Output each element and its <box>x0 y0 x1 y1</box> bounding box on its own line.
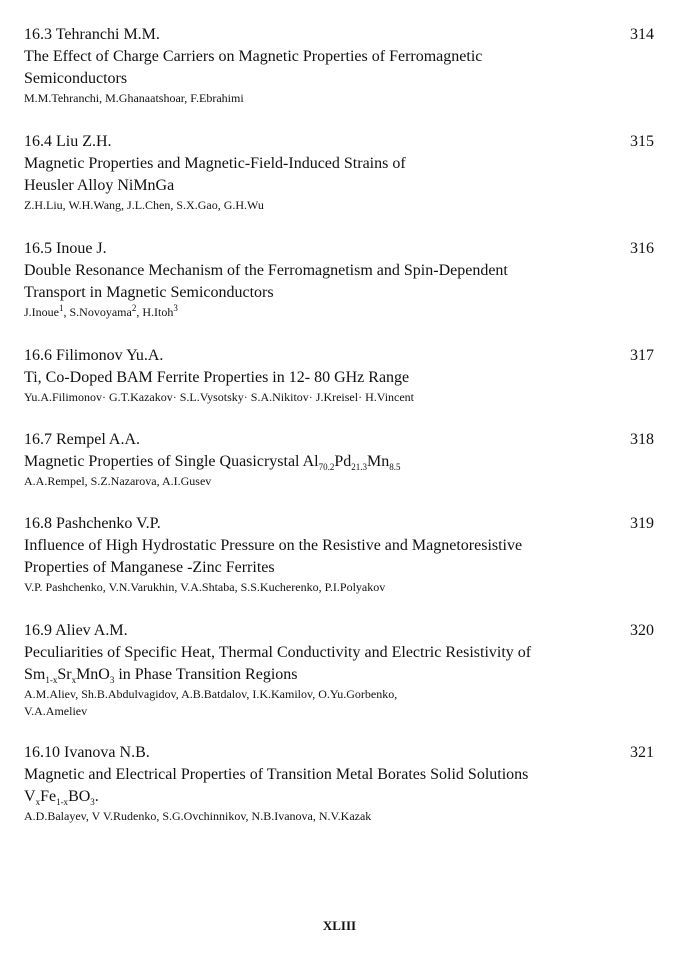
entry-heading-row <box>24 429 654 451</box>
entry-title-line: Magnetic Properties and Magnetic-Field-Induced Strains of <box>24 155 406 172</box>
entry-heading: 16.7 Rempel A.A. <box>24 431 140 448</box>
toc-entry-16-7 <box>24 429 654 490</box>
affiliation-mark: 2 <box>131 303 137 313</box>
subscript: 1-x <box>56 797 69 808</box>
affiliation-mark: 3 <box>173 303 178 313</box>
toc-entry-16-3 <box>24 24 654 107</box>
entry-heading: 16.9 Aliev A.M. <box>24 622 128 639</box>
author-name: , H.Itoh <box>136 305 174 319</box>
entry-title-line: Transport in Magnetic Semiconductors <box>24 284 274 301</box>
author-name: , S.Novoyama <box>63 305 132 319</box>
title-text: in Phase Transition Regions <box>114 666 298 683</box>
page-footer-number: XLIII <box>322 918 357 933</box>
entry-title-line: Magnetic and Electrical Properties of Transition Metal Borates Solid Solutions <box>24 766 529 783</box>
entry-page-number: 317 <box>630 347 654 364</box>
subscript: 3 <box>109 675 115 686</box>
title-text: . <box>94 788 99 805</box>
entry-title-line: Double Resonance Mechanism of the Ferromagnetism and Spin-Dependent <box>24 262 508 279</box>
entry-heading-row <box>24 238 654 260</box>
entry-heading-row <box>24 24 654 46</box>
entry-title-line: Influence of High Hydrostatic Pressure on the Resistive and Magnetoresistive <box>24 537 523 554</box>
entry-page-number: 314 <box>630 26 654 43</box>
entry-title-line: Properties of Manganese -Zinc Ferrites <box>24 559 275 576</box>
entry-heading-row <box>24 131 654 153</box>
entry-title-line: Peculiarities of Specific Heat, Thermal Conductivity and Electric Resistivity of <box>24 644 532 661</box>
entry-title-line: Heusler Alloy NiMnGa <box>24 177 175 194</box>
entry-page-number: 320 <box>630 622 654 639</box>
toc-entry-16-8 <box>24 513 654 596</box>
entry-heading: 16.6 Filimonov Yu.A. <box>24 347 164 364</box>
title-text: Pd <box>334 453 352 470</box>
entry-heading: 16.5 Inoue J. <box>24 240 107 257</box>
entry-page-number: 318 <box>630 431 654 448</box>
subscript: 3 <box>90 797 95 808</box>
entry-title-line: Ti, Co-Doped BAM Ferrite Properties in 12- 80 GHz Range <box>24 369 410 386</box>
subscript: x <box>71 675 77 686</box>
toc-entry-16-6 <box>24 345 654 406</box>
entry-page-number: 321 <box>630 744 654 761</box>
entry-title-line <box>24 451 654 473</box>
title-text: MnO <box>76 666 110 683</box>
entry-heading-row <box>24 345 654 367</box>
entry-title-line: Semiconductors <box>24 70 128 87</box>
subscript: x <box>35 797 41 808</box>
title-text: Fe <box>40 788 57 805</box>
subscript: 21.3 <box>351 462 368 473</box>
entry-authors: A.A.Rempel, S.Z.Nazarova, A.I.Gusev <box>24 474 212 488</box>
entry-authors: Yu.A.Filimonov· G.T.Kazakov· S.L.Vysotsky· S.A.Nikitov· J.Kreisel· H.Vincent <box>24 390 415 404</box>
entry-title-line <box>24 664 654 686</box>
entry-title-line <box>24 786 654 808</box>
entry-heading: 16.3 Tehranchi M.M. <box>24 26 160 43</box>
title-text: BO <box>68 788 91 805</box>
entry-authors: A.D.Balayev, V V.Rudenko, S.G.Ovchinnikov, N.B.Ivanova, N.V.Kazak <box>24 809 372 823</box>
entry-authors-line: A.M.Aliev, Sh.B.Abdulvagidov, A.B.Batdalov, I.K.Kamilov, O.Yu.Gorbenko, <box>24 687 398 701</box>
author-name: J.Inoue <box>24 305 59 319</box>
entry-heading: 16.4 Liu Z.H. <box>24 133 112 150</box>
entry-page-number: 319 <box>630 515 654 532</box>
entry-authors: M.M.Tehranchi, M.Ghanaatshoar, F.Ebrahimi <box>24 91 244 105</box>
toc-entry-16-4 <box>24 131 654 214</box>
subscript: 8.5 <box>389 462 401 473</box>
entry-heading-row <box>24 742 654 764</box>
title-text: V <box>24 788 36 805</box>
entry-heading: 16.10 Ivanova N.B. <box>24 744 150 761</box>
entry-title-line: The Effect of Charge Carriers on Magnetic Properties of Ferromagnetic <box>24 48 483 65</box>
toc-entry-16-5 <box>24 238 654 321</box>
entry-page-number: 316 <box>630 240 654 257</box>
entry-page-number: 315 <box>630 133 654 150</box>
subscript: 1-x <box>45 675 58 686</box>
affiliation-mark: 1 <box>59 303 64 313</box>
entry-heading-row <box>24 513 654 535</box>
title-text: Sr <box>57 666 72 683</box>
entry-heading: 16.8 Pashchenko V.P. <box>24 515 161 532</box>
entry-authors: Z.H.Liu, W.H.Wang, J.L.Chen, S.X.Gao, G.H.Wu <box>24 198 264 212</box>
title-text: Magnetic Properties of Single Quasicrystal Al <box>24 453 319 470</box>
entry-authors: V.P. Pashchenko, V.N.Varukhin, V.A.Shtaba, S.S.Kucherenko, P.I.Polyakov <box>24 580 386 594</box>
entry-authors <box>24 304 654 321</box>
toc-entry-16-9 <box>24 620 654 720</box>
toc-entry-16-10 <box>24 742 654 825</box>
entry-heading-row <box>24 620 654 642</box>
subscript: 70.2 <box>318 462 335 473</box>
entry-authors-line: V.A.Ameliev <box>24 704 88 718</box>
title-text: Mn <box>367 453 390 470</box>
title-text: Sm <box>24 666 46 683</box>
